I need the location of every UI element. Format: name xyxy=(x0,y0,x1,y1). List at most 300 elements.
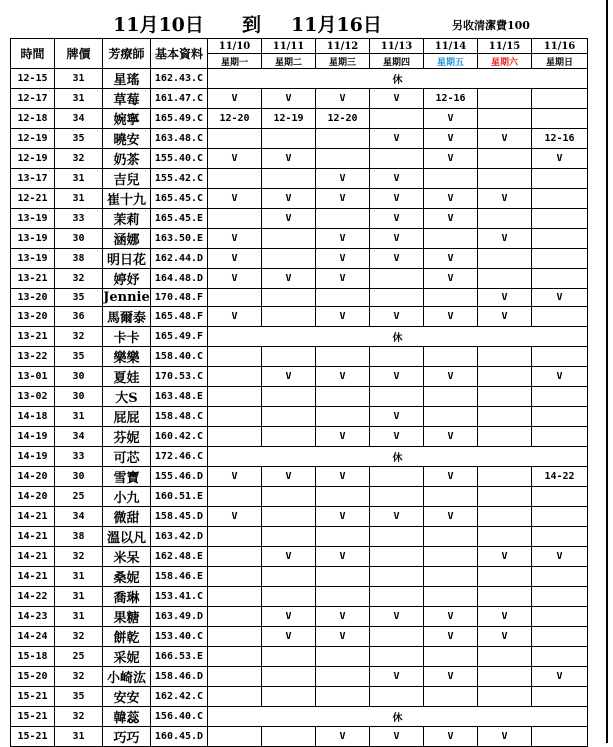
row-basic-info: 165.45.C xyxy=(151,189,208,209)
row-day-cell: V xyxy=(370,367,424,387)
row-time: 14-22 xyxy=(11,587,55,607)
table-row xyxy=(11,407,588,427)
row-therapist-name: 采妮 xyxy=(103,647,151,667)
row-time: 13-19 xyxy=(11,229,55,249)
row-day-cell: V xyxy=(424,627,478,647)
table-row xyxy=(11,109,588,129)
row-day-cell xyxy=(478,507,532,527)
row-day-cell xyxy=(316,527,370,547)
row-price: 31 xyxy=(55,607,103,627)
table-row xyxy=(11,269,588,289)
row-basic-info: 162.43.C xyxy=(151,69,208,89)
table-row xyxy=(11,189,588,209)
row-therapist-name: 餅乾 xyxy=(103,627,151,647)
row-basic-info: 170.48.F xyxy=(151,289,208,307)
row-day-cell: V xyxy=(316,367,370,387)
day-date: 11/14 xyxy=(424,39,478,54)
table-row xyxy=(11,69,588,89)
table-row xyxy=(11,209,588,229)
row-day-cell xyxy=(424,229,478,249)
row-therapist-name: 大S xyxy=(103,387,151,407)
header-row-dates xyxy=(11,39,588,54)
row-day-cell: V xyxy=(478,129,532,149)
row-day-cell xyxy=(532,407,588,427)
row-day-cell xyxy=(532,647,588,667)
row-day-cell xyxy=(208,687,262,707)
row-day-cell xyxy=(370,149,424,169)
row-day-cell xyxy=(370,627,424,647)
row-day-cell: V xyxy=(370,407,424,427)
table-row xyxy=(11,249,588,269)
row-time: 14-19 xyxy=(11,427,55,447)
row-price: 33 xyxy=(55,447,103,467)
row-day-cell xyxy=(262,229,316,249)
row-day-cell xyxy=(532,687,588,707)
row-time: 15-18 xyxy=(11,647,55,667)
table-row xyxy=(11,327,588,347)
row-basic-info: 163.50.E xyxy=(151,229,208,249)
row-day-cell: V xyxy=(262,367,316,387)
row-day-cell: V xyxy=(370,727,424,747)
row-day-cell: V xyxy=(478,607,532,627)
row-day-cell: V xyxy=(478,189,532,209)
row-day-cell: V xyxy=(370,249,424,269)
row-day-cell xyxy=(478,367,532,387)
row-therapist-name: 巧巧 xyxy=(103,727,151,747)
row-day-cell: V xyxy=(424,307,478,327)
row-time: 14-20 xyxy=(11,487,55,507)
row-day-cell xyxy=(208,567,262,587)
row-day-cell xyxy=(478,567,532,587)
row-day-cell: V xyxy=(262,467,316,487)
row-day-cell xyxy=(532,209,588,229)
row-time: 12-17 xyxy=(11,89,55,109)
row-time: 12-19 xyxy=(11,149,55,169)
row-therapist-name: 草莓 xyxy=(103,89,151,109)
row-therapist-name: 樂樂 xyxy=(103,347,151,367)
schedule-body xyxy=(11,69,588,747)
row-day-cell xyxy=(478,109,532,129)
row-time: 14-21 xyxy=(11,567,55,587)
row-day-cell: V xyxy=(208,467,262,487)
row-price: 34 xyxy=(55,109,103,129)
row-time: 14-21 xyxy=(11,507,55,527)
row-therapist-name: 涵娜 xyxy=(103,229,151,249)
row-price: 38 xyxy=(55,249,103,269)
row-time: 15-21 xyxy=(11,707,55,727)
row-day-cell: V xyxy=(262,547,316,567)
table-row xyxy=(11,647,588,667)
row-day-cell: V xyxy=(424,209,478,229)
day-weekday: 星期五 xyxy=(424,54,478,69)
row-day-cell xyxy=(262,527,316,547)
schedule-table xyxy=(10,38,588,747)
row-day-cell: V xyxy=(532,149,588,169)
row-price: 31 xyxy=(55,189,103,209)
row-day-cell xyxy=(316,487,370,507)
table-row xyxy=(11,507,588,527)
row-day-cell: V xyxy=(208,189,262,209)
row-day-cell xyxy=(478,209,532,229)
row-day-cell: V xyxy=(478,547,532,567)
row-price: 34 xyxy=(55,427,103,447)
row-therapist-name: 婷妤 xyxy=(103,269,151,289)
row-therapist-name: 微甜 xyxy=(103,507,151,527)
row-day-cell xyxy=(262,289,316,307)
title-to: 到 xyxy=(242,14,262,36)
row-therapist-name: 可芯 xyxy=(103,447,151,467)
row-day-cell xyxy=(262,249,316,269)
row-day-cell: V xyxy=(316,427,370,447)
row-rest-marker: 休 xyxy=(208,707,588,727)
row-day-cell xyxy=(478,587,532,607)
row-day-cell: V xyxy=(262,89,316,109)
table-row xyxy=(11,89,588,109)
table-row xyxy=(11,627,588,647)
row-day-cell: V xyxy=(316,607,370,627)
row-time: 13-21 xyxy=(11,269,55,289)
row-therapist-name: 韓蕊 xyxy=(103,707,151,727)
row-basic-info: 153.41.C xyxy=(151,587,208,607)
table-row xyxy=(11,567,588,587)
header-therapist: 芳療師 xyxy=(103,39,151,69)
row-basic-info: 163.48.E xyxy=(151,387,208,407)
row-day-cell: V xyxy=(370,607,424,627)
row-day-cell xyxy=(316,567,370,587)
row-time: 14-21 xyxy=(11,547,55,567)
row-day-cell xyxy=(478,407,532,427)
row-therapist-name: 屁屁 xyxy=(103,407,151,427)
row-day-cell xyxy=(532,89,588,109)
row-day-cell xyxy=(370,587,424,607)
row-day-cell: V xyxy=(316,727,370,747)
header-time: 時間 xyxy=(11,39,55,69)
row-rest-marker: 休 xyxy=(208,69,588,89)
row-price: 35 xyxy=(55,687,103,707)
row-basic-info: 155.40.C xyxy=(151,149,208,169)
row-day-cell xyxy=(478,169,532,189)
row-time: 13-20 xyxy=(11,307,55,327)
row-day-cell: V xyxy=(262,269,316,289)
row-therapist-name: 奶茶 xyxy=(103,149,151,169)
row-price: 34 xyxy=(55,507,103,527)
row-basic-info: 163.49.D xyxy=(151,607,208,627)
row-day-cell: V xyxy=(478,289,532,307)
row-basic-info: 158.45.D xyxy=(151,507,208,527)
row-day-cell xyxy=(532,269,588,289)
row-price: 31 xyxy=(55,89,103,109)
row-day-cell xyxy=(316,347,370,367)
row-day-cell: V xyxy=(316,547,370,567)
row-day-cell: V xyxy=(370,169,424,189)
row-day-cell: V xyxy=(478,307,532,327)
row-day-cell xyxy=(208,527,262,547)
row-basic-info: 155.46.D xyxy=(151,467,208,487)
row-therapist-name: 果糖 xyxy=(103,607,151,627)
table-row xyxy=(11,687,588,707)
row-day-cell xyxy=(262,567,316,587)
row-day-cell xyxy=(532,607,588,627)
row-therapist-name: 安安 xyxy=(103,687,151,707)
row-day-cell xyxy=(208,487,262,507)
row-time: 15-21 xyxy=(11,687,55,707)
row-day-cell xyxy=(262,507,316,527)
row-day-cell: V xyxy=(424,269,478,289)
row-day-cell xyxy=(370,387,424,407)
row-day-cell xyxy=(208,367,262,387)
row-therapist-name: 芬妮 xyxy=(103,427,151,447)
row-price: 31 xyxy=(55,69,103,89)
row-day-cell xyxy=(478,249,532,269)
row-therapist-name: 夏娃 xyxy=(103,367,151,387)
row-basic-info: 164.48.D xyxy=(151,269,208,289)
row-day-cell: V xyxy=(424,427,478,447)
row-day-cell xyxy=(262,667,316,687)
row-basic-info: 158.48.C xyxy=(151,407,208,427)
row-day-cell: V xyxy=(532,289,588,307)
row-day-cell xyxy=(532,727,588,747)
row-day-cell: V xyxy=(370,129,424,149)
row-day-cell xyxy=(316,407,370,427)
row-day-cell xyxy=(208,607,262,627)
row-day-cell: V xyxy=(262,189,316,209)
row-basic-info: 163.48.C xyxy=(151,129,208,149)
row-day-cell: V xyxy=(262,607,316,627)
row-day-cell: V xyxy=(316,89,370,109)
row-basic-info: 158.40.C xyxy=(151,347,208,367)
row-day-cell: V xyxy=(208,249,262,269)
row-therapist-name: 桑妮 xyxy=(103,567,151,587)
row-day-cell xyxy=(424,647,478,667)
row-therapist-name: 星瑤 xyxy=(103,69,151,89)
row-day-cell xyxy=(370,547,424,567)
row-basic-info: 158.46.E xyxy=(151,567,208,587)
row-price: 36 xyxy=(55,307,103,327)
row-day-cell xyxy=(316,587,370,607)
row-therapist-name: 茉莉 xyxy=(103,209,151,229)
row-day-cell: V xyxy=(208,149,262,169)
table-row xyxy=(11,427,588,447)
row-day-cell xyxy=(316,289,370,307)
row-day-cell: V xyxy=(424,467,478,487)
row-day-cell xyxy=(478,89,532,109)
row-day-cell xyxy=(424,587,478,607)
row-day-cell xyxy=(262,647,316,667)
row-price: 35 xyxy=(55,129,103,149)
row-basic-info: 158.46.D xyxy=(151,667,208,687)
row-price: 31 xyxy=(55,169,103,189)
row-day-cell: 14-22 xyxy=(532,467,588,487)
row-price: 32 xyxy=(55,707,103,727)
row-price: 32 xyxy=(55,627,103,647)
row-day-cell xyxy=(478,387,532,407)
row-time: 14-18 xyxy=(11,407,55,427)
row-day-cell: V xyxy=(316,169,370,189)
row-day-cell xyxy=(208,209,262,229)
table-row xyxy=(11,367,588,387)
table-row xyxy=(11,387,588,407)
row-basic-info: 163.42.D xyxy=(151,527,208,547)
row-price: 32 xyxy=(55,149,103,169)
row-day-cell xyxy=(532,229,588,249)
table-row xyxy=(11,667,588,687)
row-therapist-name: 米呆 xyxy=(103,547,151,567)
row-day-cell xyxy=(208,727,262,747)
row-day-cell xyxy=(208,129,262,149)
row-day-cell xyxy=(424,567,478,587)
row-basic-info: 162.42.C xyxy=(151,687,208,707)
table-row xyxy=(11,607,588,627)
row-day-cell: V xyxy=(208,307,262,327)
row-day-cell xyxy=(478,347,532,367)
row-day-cell: V xyxy=(370,307,424,327)
row-day-cell xyxy=(532,627,588,647)
row-day-cell xyxy=(208,647,262,667)
row-day-cell xyxy=(370,269,424,289)
row-day-cell: V xyxy=(316,229,370,249)
row-basic-info: 165.45.E xyxy=(151,209,208,229)
table-row xyxy=(11,129,588,149)
table-row xyxy=(11,727,588,747)
table-row xyxy=(11,347,588,367)
row-time: 13-01 xyxy=(11,367,55,387)
row-day-cell xyxy=(478,687,532,707)
row-price: 31 xyxy=(55,567,103,587)
schedule-title xyxy=(0,0,613,38)
cleaning-fee-note: 另收清潔費100 xyxy=(452,19,530,32)
row-day-cell: V xyxy=(424,109,478,129)
row-day-cell xyxy=(424,289,478,307)
row-day-cell: V xyxy=(208,269,262,289)
row-basic-info: 172.46.C xyxy=(151,447,208,467)
row-basic-info: 165.48.F xyxy=(151,307,208,327)
row-therapist-name: 小九 xyxy=(103,487,151,507)
row-price: 35 xyxy=(55,347,103,367)
row-day-cell xyxy=(262,387,316,407)
row-day-cell: V xyxy=(532,667,588,687)
row-day-cell xyxy=(208,587,262,607)
row-day-cell: 12-20 xyxy=(316,109,370,129)
row-day-cell: V xyxy=(316,627,370,647)
row-day-cell: V xyxy=(370,189,424,209)
row-day-cell: V xyxy=(316,467,370,487)
row-day-cell xyxy=(478,467,532,487)
row-therapist-name: 曉安 xyxy=(103,129,151,149)
row-day-cell xyxy=(424,687,478,707)
row-day-cell xyxy=(370,567,424,587)
row-time: 15-21 xyxy=(11,727,55,747)
row-day-cell: V xyxy=(370,229,424,249)
row-time: 13-21 xyxy=(11,327,55,347)
row-day-cell: 12-16 xyxy=(532,129,588,149)
row-time: 12-19 xyxy=(11,129,55,149)
row-day-cell: V xyxy=(316,189,370,209)
row-price: 33 xyxy=(55,209,103,229)
row-day-cell xyxy=(424,387,478,407)
row-day-cell xyxy=(478,647,532,667)
row-day-cell xyxy=(424,169,478,189)
row-day-cell: V xyxy=(424,149,478,169)
row-day-cell xyxy=(208,427,262,447)
day-date: 11/11 xyxy=(262,39,316,54)
row-therapist-name: 卡卡 xyxy=(103,327,151,347)
row-day-cell xyxy=(208,347,262,367)
row-day-cell xyxy=(262,487,316,507)
row-price: 38 xyxy=(55,527,103,547)
row-day-cell: V xyxy=(316,307,370,327)
row-day-cell: V xyxy=(316,269,370,289)
row-day-cell xyxy=(262,169,316,189)
row-therapist-name: Jennie xyxy=(103,290,150,305)
row-day-cell xyxy=(532,427,588,447)
row-rest-marker: 休 xyxy=(208,447,588,467)
row-price: 25 xyxy=(55,487,103,507)
row-day-cell xyxy=(262,427,316,447)
row-day-cell xyxy=(424,547,478,567)
row-day-cell xyxy=(532,487,588,507)
page-frame-line xyxy=(606,0,608,743)
row-basic-info: 155.42.C xyxy=(151,169,208,189)
row-day-cell: V xyxy=(370,209,424,229)
row-day-cell: V xyxy=(532,367,588,387)
row-time: 13-19 xyxy=(11,209,55,229)
row-day-cell xyxy=(316,387,370,407)
row-day-cell xyxy=(370,487,424,507)
row-therapist-name: 馬爾泰 xyxy=(103,307,151,327)
row-day-cell xyxy=(316,209,370,229)
row-price: 30 xyxy=(55,367,103,387)
row-day-cell xyxy=(316,149,370,169)
row-therapist-name: 婉寧 xyxy=(103,109,151,129)
table-row xyxy=(11,307,588,327)
row-time: 15-20 xyxy=(11,667,55,687)
row-day-cell xyxy=(424,527,478,547)
row-day-cell xyxy=(424,487,478,507)
row-day-cell xyxy=(478,487,532,507)
row-day-cell xyxy=(208,289,262,307)
row-price: 31 xyxy=(55,587,103,607)
row-price: 32 xyxy=(55,667,103,687)
day-weekday: 星期二 xyxy=(262,54,316,69)
row-time: 13-02 xyxy=(11,387,55,407)
day-weekday: 星期三 xyxy=(316,54,370,69)
row-day-cell: V xyxy=(424,189,478,209)
row-basic-info: 165.49.C xyxy=(151,109,208,129)
row-day-cell: V xyxy=(262,149,316,169)
row-day-cell: V xyxy=(370,507,424,527)
row-basic-info: 162.44.D xyxy=(151,249,208,269)
row-time: 12-21 xyxy=(11,189,55,209)
table-row xyxy=(11,229,588,249)
day-weekday: 星期四 xyxy=(370,54,424,69)
row-day-cell: 12-19 xyxy=(262,109,316,129)
row-basic-info: 156.40.C xyxy=(151,707,208,727)
row-day-cell xyxy=(370,527,424,547)
row-basic-info: 160.45.D xyxy=(151,727,208,747)
row-price: 31 xyxy=(55,727,103,747)
table-row xyxy=(11,527,588,547)
row-day-cell xyxy=(532,347,588,367)
row-day-cell: V xyxy=(478,727,532,747)
row-day-cell: V xyxy=(424,507,478,527)
row-day-cell: V xyxy=(370,427,424,447)
row-basic-info: 165.49.F xyxy=(151,327,208,347)
row-day-cell xyxy=(532,527,588,547)
row-therapist-name: 雪寶 xyxy=(103,467,151,487)
title-start-date: 11月10日 xyxy=(113,14,204,36)
table-row xyxy=(11,289,588,307)
row-day-cell xyxy=(208,169,262,189)
